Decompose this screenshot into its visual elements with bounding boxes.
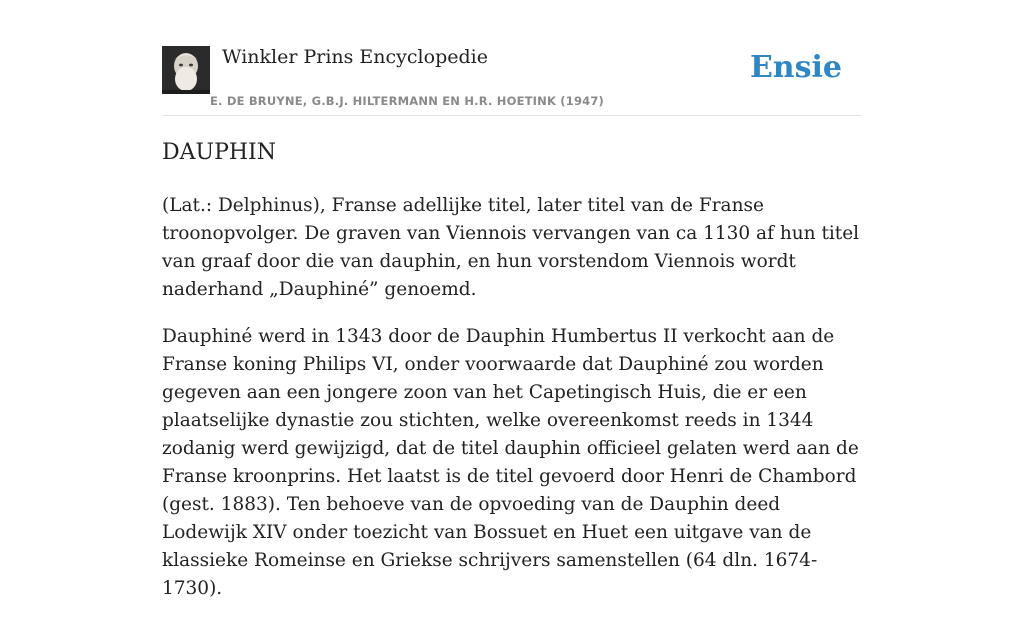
page-container xyxy=(162,0,862,599)
header xyxy=(162,0,862,116)
book-title[interactable]: Winkler Prins Encyclopedie xyxy=(222,46,488,68)
article-body xyxy=(162,192,862,622)
author-avatar xyxy=(162,46,210,94)
entry-title: DAUPHIN xyxy=(162,140,276,165)
article-paragraph: (Lat.: Delphinus), Franse adellijke titel, later titel van de Franse troonopvolger. De graven van Viennois vervangen van ca 1130 af hun titel van graaf door die van dauphin, en hun vorstendom Viennois wordt naderhand „Dauphiné” genoemd. xyxy=(162,195,860,300)
article-paragraph: Dauphiné werd in 1343 door de Dauphin Humbertus II verkocht aan de Franse koning Philips VI, onder voorwaarde dat Dauphiné zou worden gegeven aan een jongere zoon van het Capetingisch Huis, die er een plaatselijke dynastie zou stichten, welke overeenkomst reeds in 1344 zodanig werd gewijzigd, dat de titel dauphin officieel gelaten werd aan de Franse kroonprins. Het laatst is de titel gevoerd door Henri de Chambord (gest. 1883). Ten behoeve van de opvoeding van de Dauphin deed Lodewijk XIV onder toezicht van Bossuet en Huet een uitgave van de klassieke Romeinse en Griekse schrijvers samenstellen (64 dln. 1674-1730). xyxy=(162,326,859,599)
portrait-image xyxy=(162,46,210,94)
authors-byline: E. DE BRUYNE, G.B.J. HILTERMANN EN H.R. HOETINK (1947) xyxy=(210,94,605,108)
ensie-logo-link[interactable]: Ensie xyxy=(749,50,842,85)
